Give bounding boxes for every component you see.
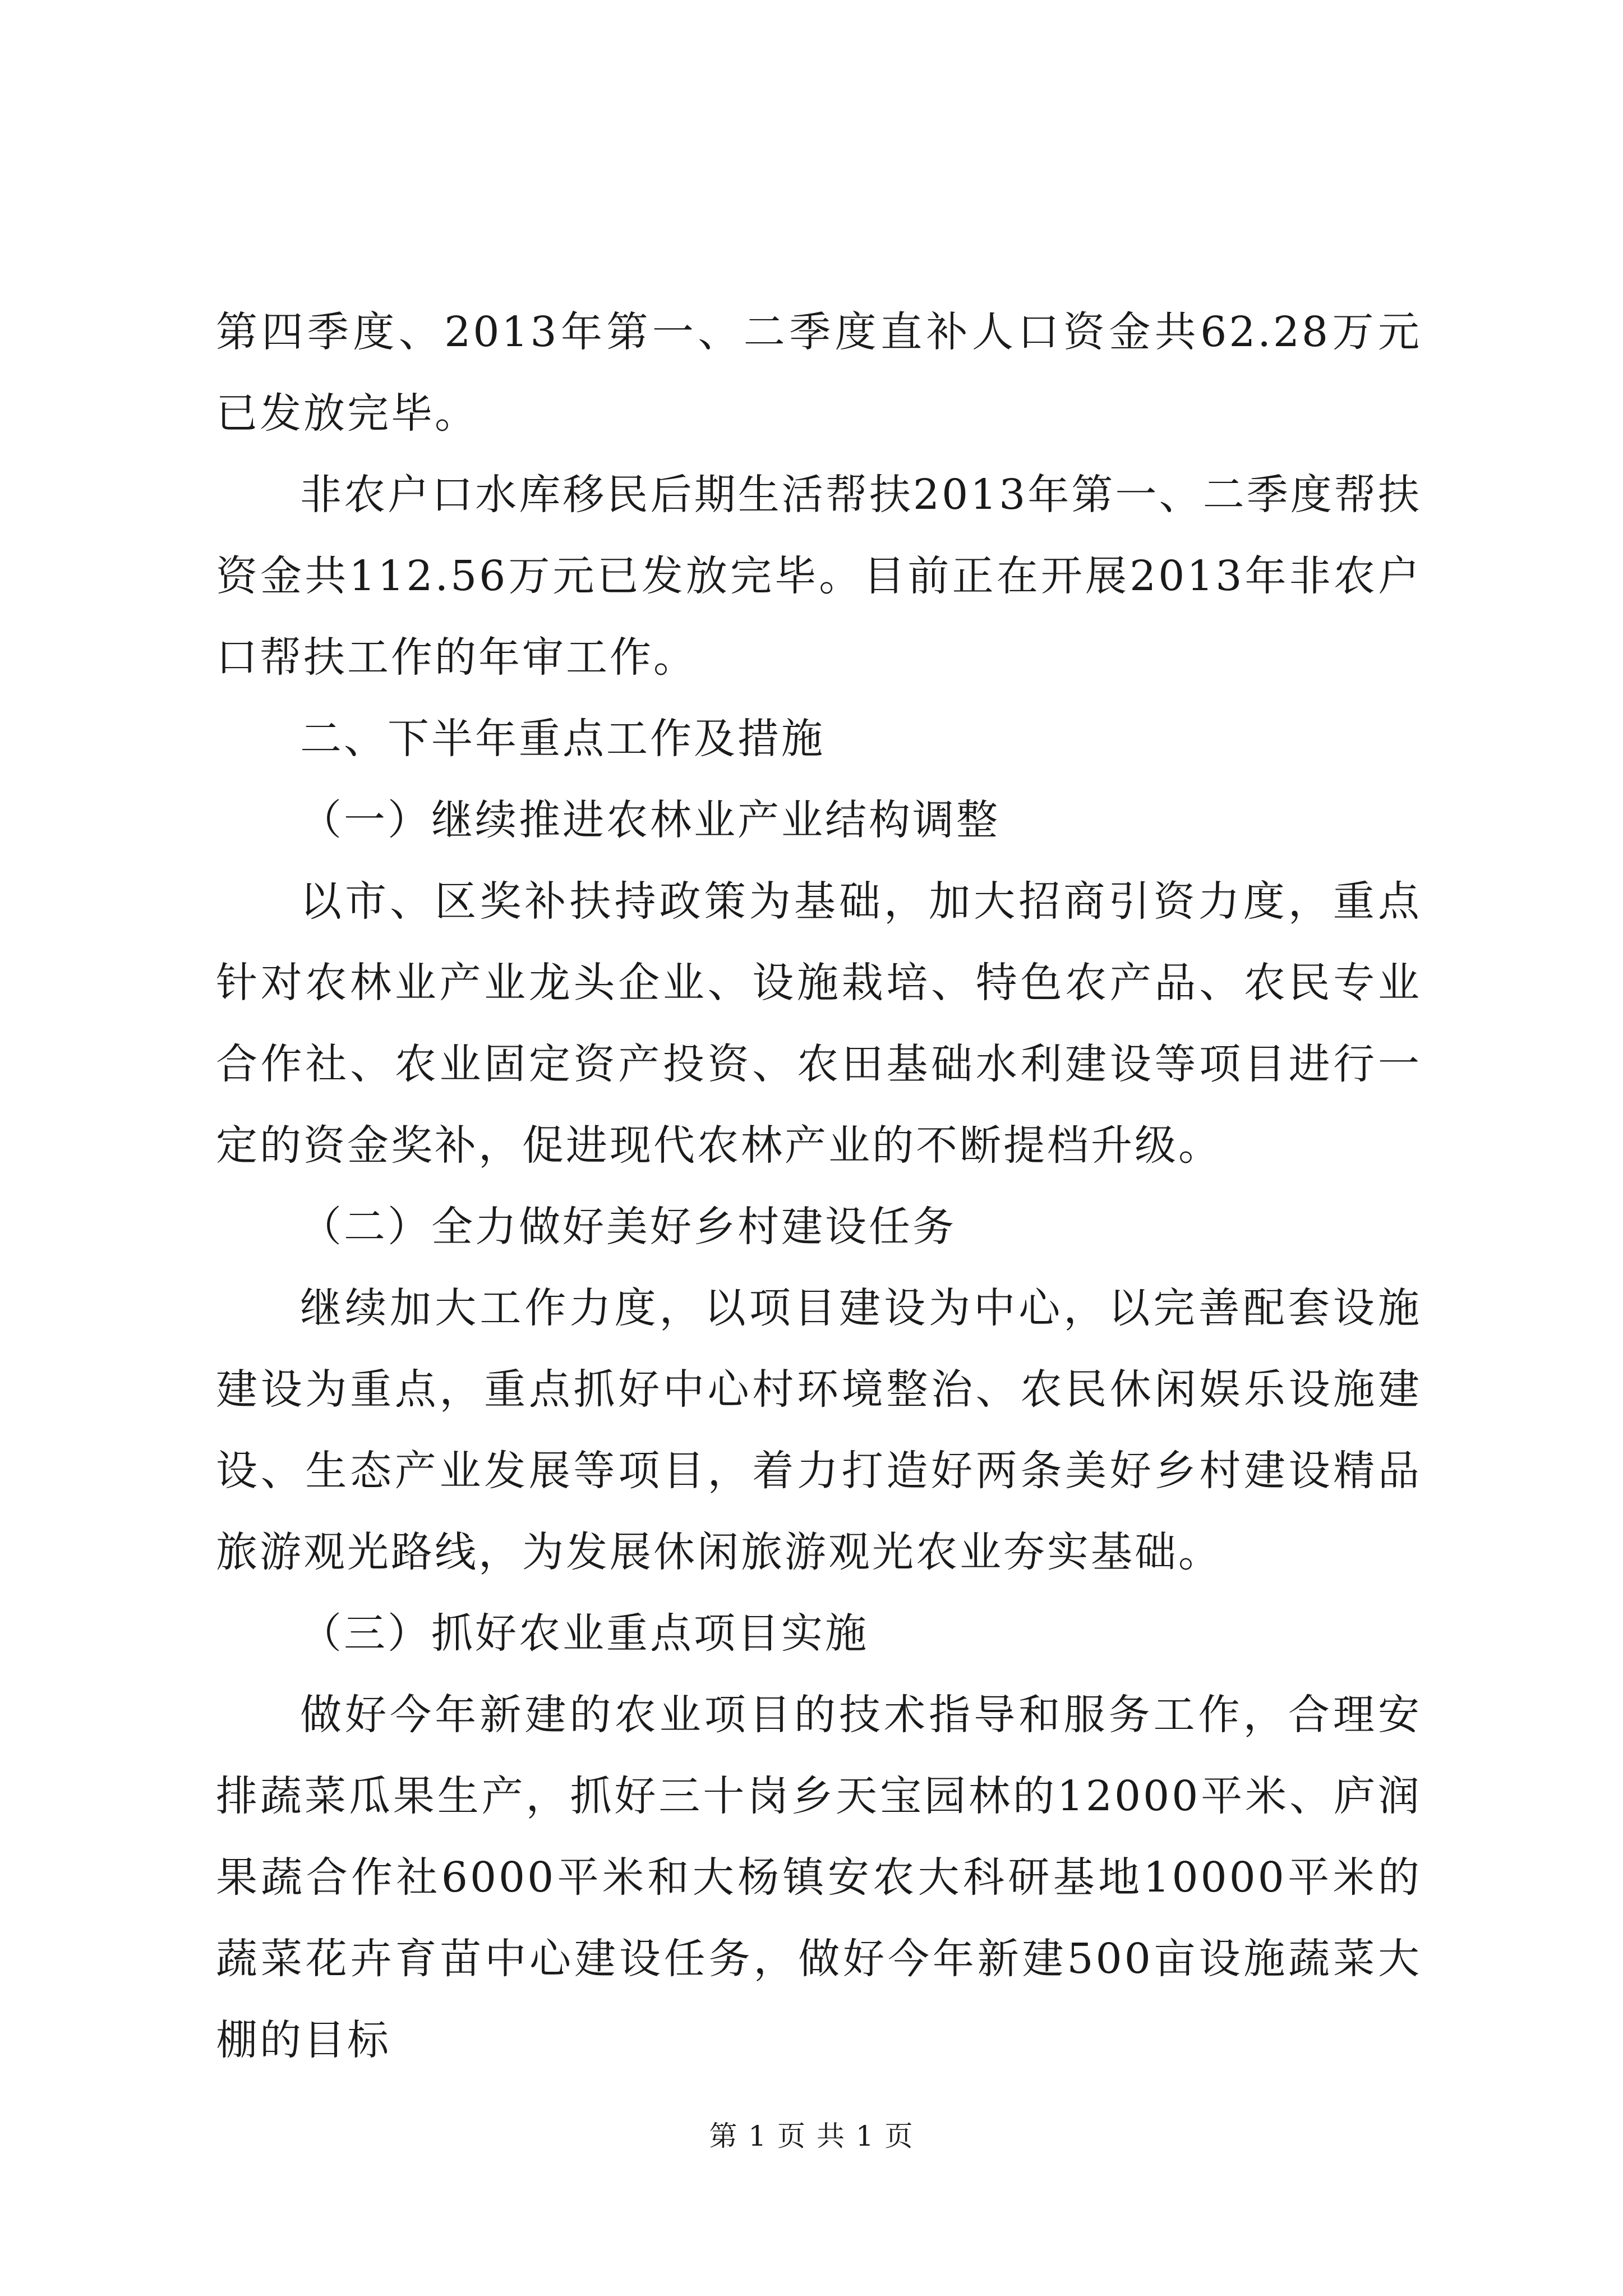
paragraph-key-projects: 做好今年新建的农业项目的技术指导和服务工作，合理安排蔬菜瓜果生产，抓好三十岗乡天宝园林的12000平米、庐润果蔬合作社6000平米和大杨镇安农大科研基地10000平米的蔬菜花卉育苗中心建设任务，做好今年新建500亩设施蔬菜大棚的目标	[216, 1691, 1422, 2064]
paragraph-industry-structure: 以市、区奖补扶持政策为基础，加大招商引资力度，重点针对农林业产业龙头企业、设施栽培、特色农产品、农民专业合作社、农业固定资产投资、农田基础水利建设等项目进行一定的资金奖补，促进现代农林产业的不断提档升级。	[216, 877, 1422, 1170]
subheading-key-projects: （三）抓好农业重点项目实施	[300, 1609, 869, 1658]
section-heading-second-half: 二、下半年重点工作及措施	[300, 715, 825, 763]
page-number-footer: 第 1 页 共 1 页	[709, 2120, 914, 2152]
paragraph-continued: 第四季度、2013年第一、二季度直补人口资金共62.28万元已发放完毕。	[216, 308, 1422, 438]
paragraph-relocation-aid: 非农户口水库移民后期生活帮扶2013年第一、二季度帮扶资金共112.56万元已发放完毕。目前正在开展2013年非农户口帮扶工作的年审工作。	[216, 471, 1422, 682]
document-body	[216, 292, 1422, 2081]
subheading-industry-structure: （一）继续推进农林业产业结构调整	[300, 796, 1000, 844]
subheading-beautiful-village: （二）全力做好美好乡村建设任务	[300, 1203, 956, 1251]
paragraph-beautiful-village: 继续加大工作力度，以项目建设为中心，以完善配套设施建设为重点，重点抓好中心村环境整治、农民休闲娱乐设施建设、生态产业发展等项目，着力打造好两条美好乡村建设精品旅游观光路线，为发展休闲旅游观光农业夯实基础。	[216, 1284, 1422, 1576]
